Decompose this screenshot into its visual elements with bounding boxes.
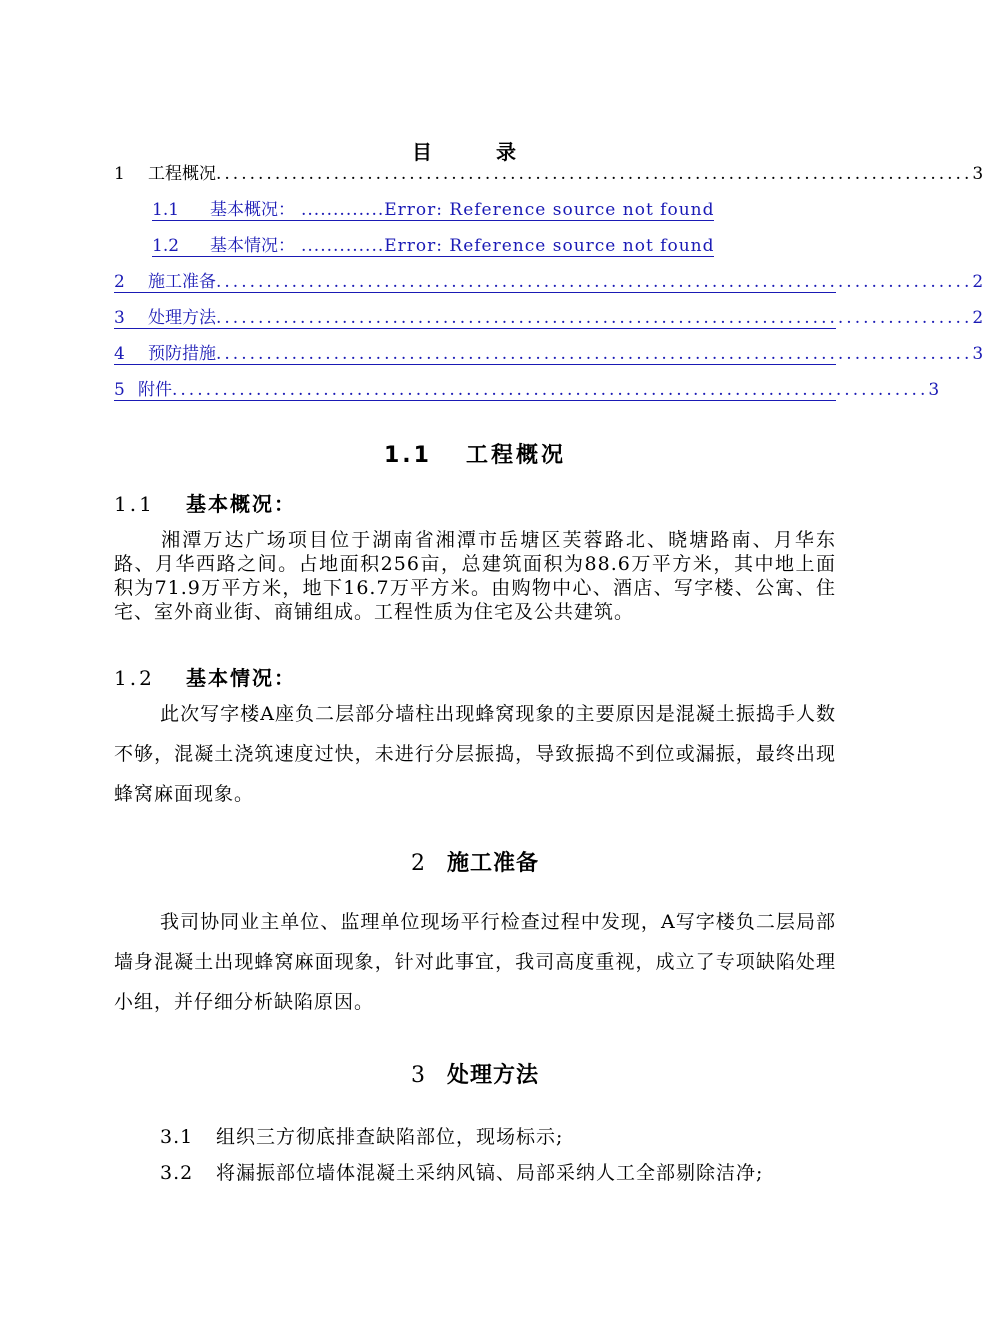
toc-entry-error-ref: Error: Reference source not found <box>384 200 715 220</box>
toc-entry-number: 2 <box>114 272 125 292</box>
toc-entry-link[interactable] <box>114 304 983 329</box>
toc-entry-number: 4 <box>114 344 125 364</box>
toc-entry-link[interactable] <box>114 376 940 401</box>
toc-leader-dots: .......................................................................................... <box>216 344 973 364</box>
toc-entry-number: 5 <box>114 380 125 400</box>
toc-entry-number: 3 <box>114 308 125 328</box>
toc-entry-number: 1.1 <box>152 200 180 220</box>
toc-leader-dots: ............. <box>301 236 385 256</box>
toc-entry-text: 处理方法 <box>148 308 216 328</box>
section-number: 2 <box>410 851 425 876</box>
toc-entry-error-ref: Error: Reference source not found <box>384 236 715 256</box>
toc-leader-dots: .......................................................................................... <box>172 380 929 400</box>
toc-entry-page: 2 <box>972 308 983 328</box>
list-item-text: 组织三方彻底排查缺陷部位，现场标示; <box>216 1126 564 1148</box>
paragraph <box>114 528 836 624</box>
subsection-number: 1.2 <box>114 666 155 690</box>
subsection-heading <box>114 662 296 691</box>
section-heading <box>0 438 950 469</box>
section-title: 处理方法 <box>446 1063 539 1088</box>
section-heading <box>0 1058 950 1089</box>
toc-entry-page: 3 <box>972 164 983 184</box>
toc-entry-link[interactable] <box>114 268 983 293</box>
list-item-text: 将漏振部位墙体混凝土采纳风镐、局部采纳人工全部剔除洁净; <box>216 1162 764 1184</box>
toc-leader-dots: ............. <box>301 200 385 220</box>
toc-entry-text: 工程概况 <box>148 164 216 184</box>
section-title: 工程概况 <box>465 443 566 468</box>
toc-entry-text: 基本情况： <box>210 236 295 256</box>
list-item-number: 3.1 <box>160 1126 194 1148</box>
toc-entry-page: 2 <box>972 272 983 292</box>
paragraph-text: 湘潭万达广场项目位于湖南省湘潭市岳塘区芙蓉路北、晓塘路南、月华东路、月华西路之间。占地面积256亩，总建筑面积为88.6万平方米，其中地上面积为71.9万平方米，地下16.7万平方米。由购物中心、酒店、写字楼、公寓、住宅、室外商业街、商铺组成。工程性质为住宅及公共建筑。 <box>114 529 836 623</box>
paragraph <box>114 694 836 814</box>
section-title: 施工准备 <box>446 851 539 876</box>
subsection-heading <box>114 488 296 517</box>
subsection-title: 基本概况： <box>186 492 296 516</box>
toc-leader-dots: .......................................................................................... <box>216 164 973 184</box>
toc-leader-dots: .......................................................................................... <box>216 308 973 328</box>
toc-entry-link[interactable] <box>152 232 714 257</box>
list-item <box>160 1158 763 1185</box>
toc-entry[interactable] <box>114 160 983 184</box>
subsection-number: 1.1 <box>114 492 155 516</box>
toc-entry-text: 基本概况： <box>210 200 295 220</box>
toc-entry-page: 3 <box>972 344 983 364</box>
toc-entry-number: 1.2 <box>152 236 180 256</box>
toc-entry-link[interactable] <box>152 196 714 221</box>
toc-entry-text: 施工准备 <box>148 272 216 292</box>
toc-leader-dots: .......................................................................................... <box>216 272 973 292</box>
paragraph <box>114 902 836 1022</box>
toc-entry-text: 预防措施 <box>148 344 216 364</box>
section-number: 3 <box>410 1063 425 1088</box>
toc-entry-page: 3 <box>928 380 940 400</box>
paragraph-text: 此次写字楼A座负二层部分墙柱出现蜂窝现象的主要原因是混凝土振捣手人数不够，混凝土浇筑速度过快，未进行分层振捣，导致振捣不到位或漏振，最终出现蜂窝麻面现象。 <box>114 703 836 805</box>
toc-entry-text: 附件 <box>138 380 172 400</box>
section-number: 1.1 <box>384 443 432 468</box>
list-item-number: 3.2 <box>160 1162 194 1184</box>
toc-entry-number: 1 <box>114 164 125 184</box>
subsection-title: 基本情况： <box>186 666 296 690</box>
toc-entry-link[interactable] <box>114 340 983 365</box>
section-heading <box>0 846 950 877</box>
list-item <box>160 1122 563 1149</box>
toc-title: 目 录 <box>412 140 538 164</box>
paragraph-text: 我司协同业主单位、监理单位现场平行检查过程中发现，A写字楼负二层局部墙身混凝土出现蜂窝麻面现象，针对此事宜，我司高度重视，成立了专项缺陷处理小组，并仔细分析缺陷原因。 <box>114 911 836 1013</box>
